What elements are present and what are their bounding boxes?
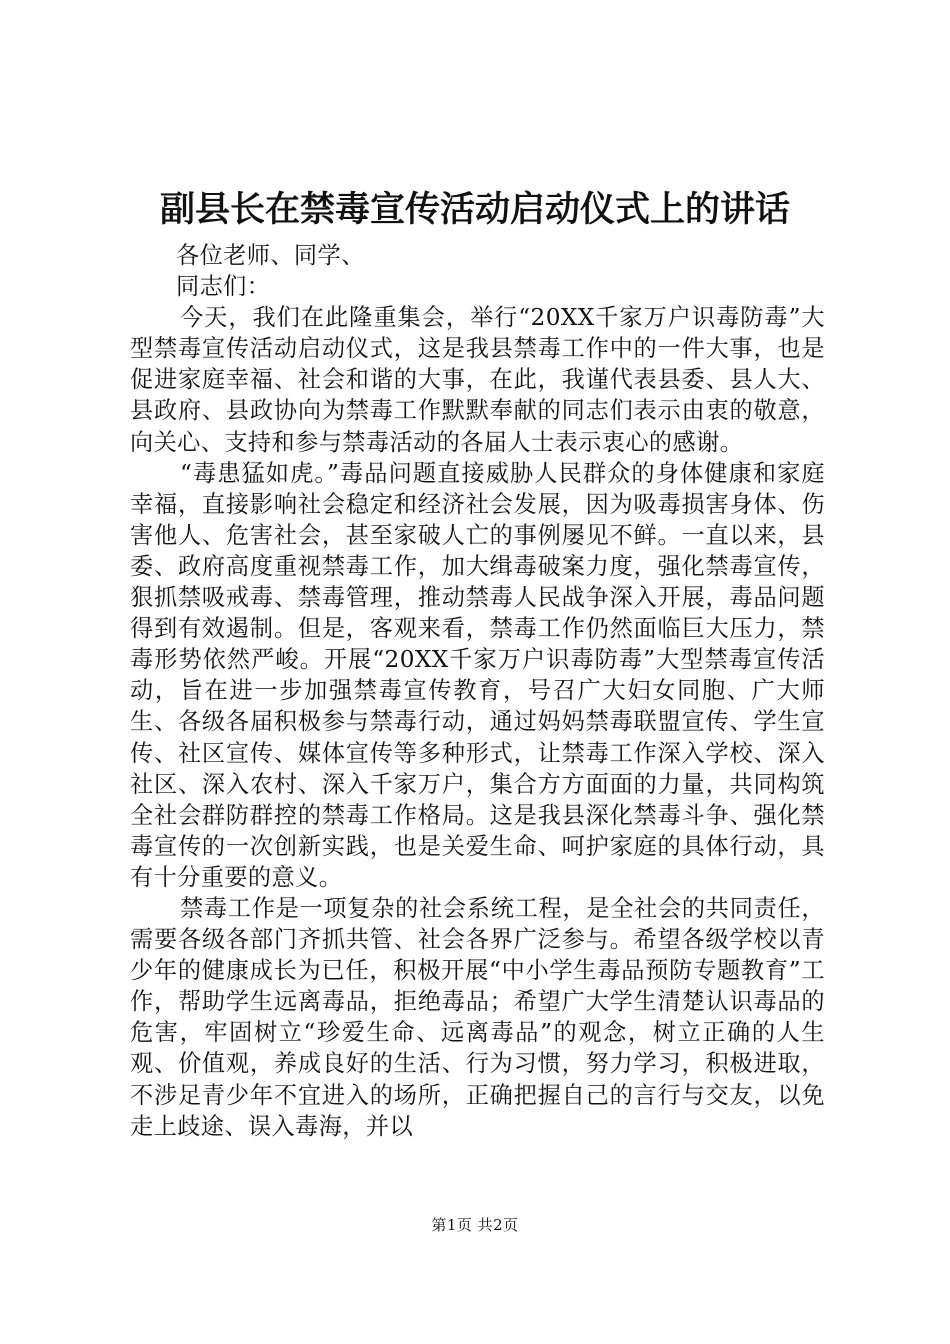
salutation-line: 同志们： (176, 273, 271, 301)
document-body (130, 240, 825, 1142)
paragraph: 禁毒工作是一项复杂的社会系统工程，是全社会的共同责任，需要各级各部门齐抓共管、社会各界广泛参与。希望各级学校以青少年的健康成长为已任，积极开展“中小学生毒品预防专题教育”工作，帮助学生远离毒品，拒绝毒品；希望广大学生清楚认识毒品的危害，牢固树立“珍爱生命、远离毒品”的观念，树立正确的人生观、价值观，养成良好的生活、行为习惯，努力学习，积极进取，不涉足青少年不宜进入的场所，正确把握自己的言行与交友，以免走上歧途、误入毒海，并以 (130, 894, 825, 1140)
paragraph: 今天，我们在此隆重集会，举行“20XX千家万户识毒防毒”大型禁毒宣传活动启动仪式，这是我县禁毒工作中的一件大事，也是促进家庭幸福、社会和谐的大事，在此，我谨代表县委、县人大、县政府、县政协向为禁毒工作默默奉献的同志们表示由衷的敬意，向关心、支持和参与禁毒活动的各届人士表示衷心的感谢。 (130, 304, 825, 456)
page-number-footer: 第1页 共2页 (431, 1216, 519, 1234)
salutation-line: 各位老师、同学、 (176, 242, 365, 269)
paragraph: “毒患猛如虎。”毒品问题直接威胁人民群众的身体健康和家庭幸福，直接影响社会稳定和经济社会发展，因为吸毒损害身体、伤害他人、危害社会，甚至家破人亡的事例屡见不鲜。一直以来，县委、政府高度重视禁毒工作，加大缉毒破案力度，强化禁毒宣传，狠抓禁吸戒毒、禁毒管理，推动禁毒人民战争深入开展，毒品问题得到有效遏制。但是，客观来看，禁毒工作仍然面临巨大压力，禁毒形势依然严峻。开展“20XX千家万户识毒防毒”大型禁毒宣传活动，旨在进一步加强禁毒宣传教育，号召广大妇女同胞、广大师生、各级各届积极参与禁毒行动，通过妈妈禁毒联盟宣传、学生宣传、社区宣传、媒体宣传等多种形式，让禁毒工作深入学校、深入社区、深入农村、深入千家万户，集合方方面面的力量，共同构筑全社会群防群控的禁毒工作格局。这是我县深化禁毒斗争、强化禁毒宣传的一次创新实践，也是关爱生命、呵护家庭的具体行动，具有十分重要的意义。 (130, 459, 825, 891)
document-title: 副县长在禁毒宣传活动启动仪式上的讲话 (159, 190, 790, 230)
